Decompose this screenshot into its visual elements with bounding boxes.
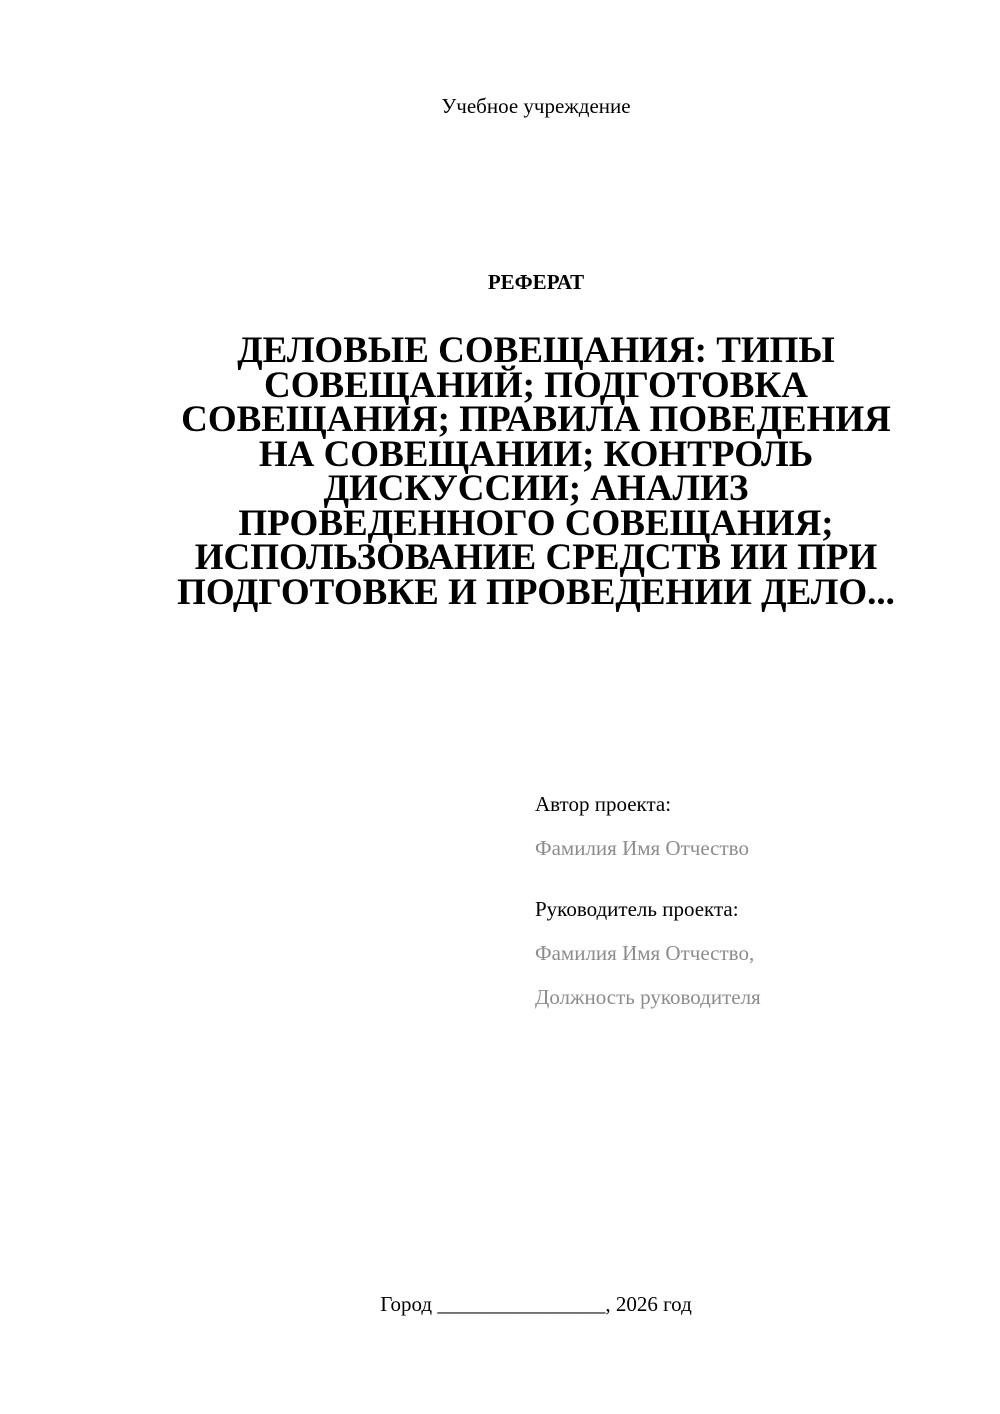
title-line: ДЕЛОВЫЕ СОВЕЩАНИЯ: ТИПЫ — [237, 330, 835, 371]
title-line: НА СОВЕЩАНИИ; КОНТРОЛЬ — [258, 433, 814, 475]
title-line: ПОДГОТОВКЕ И ПРОВЕДЕНИИ ДЕЛО... — [177, 571, 895, 613]
title-line: ДИСКУССИИ; АНАЛИЗ — [323, 468, 749, 509]
title-line: СОВЕЩАНИЯ; ПРАВИЛА ПОВЕДЕНИЯ — [181, 399, 891, 440]
supervisor-position-placeholder: Должность руководителя — [535, 985, 761, 1009]
city-year-line: Город ________________, 2026 год — [380, 1292, 692, 1316]
document-title — [150, 330, 922, 613]
title-line: ИСПОЛЬЗОВАНИЕ СРЕДСТВ ИИ ПРИ — [194, 537, 878, 578]
author-label: Автор проекта: — [535, 792, 672, 816]
institution-name: Учебное учреждение — [441, 94, 631, 118]
author-name-placeholder: Фамилия Имя Отчество — [535, 836, 749, 860]
title-line: ПРОВЕДЕННОГО СОВЕЩАНИЯ; — [238, 502, 834, 544]
supervisor-name-placeholder: Фамилия Имя Отчество, — [535, 941, 755, 965]
title-line: СОВЕЩАНИЙ; ПОДГОТОВКА — [264, 364, 808, 406]
supervisor-block — [535, 887, 761, 1019]
document-type: РЕФЕРАТ — [487, 270, 585, 294]
supervisor-label: Руководитель проекта: — [535, 897, 739, 921]
author-block — [535, 782, 749, 870]
